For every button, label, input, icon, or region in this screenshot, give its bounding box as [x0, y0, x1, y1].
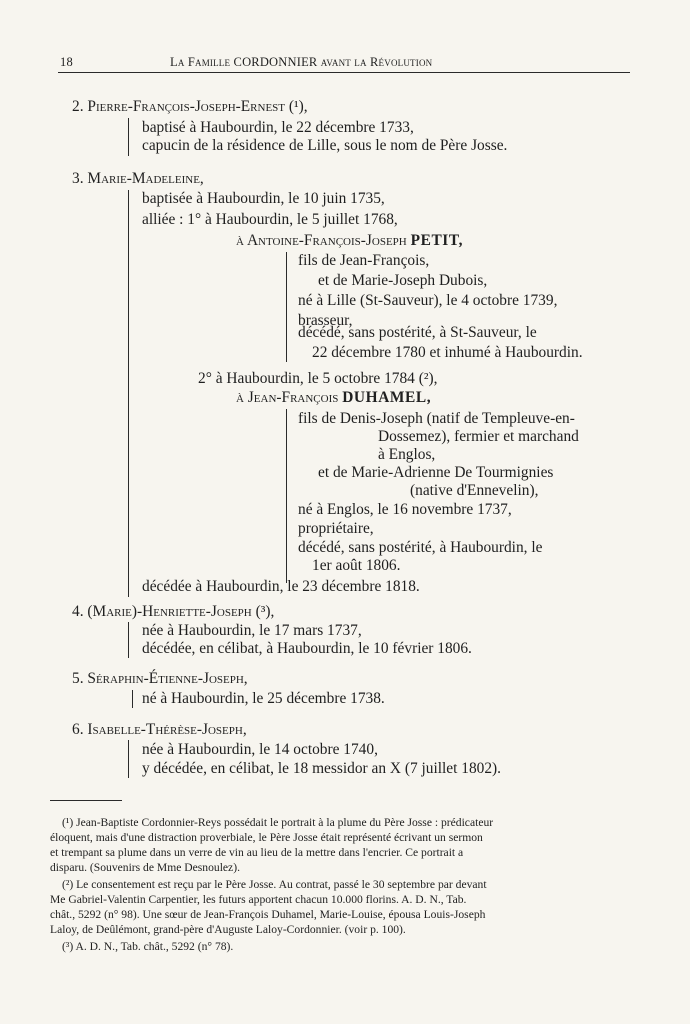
spouse-surname: PETIT,	[410, 232, 464, 249]
entry-line: née à Haubourdin, le 17 mars 1737,	[142, 622, 362, 639]
footnote-rule	[50, 800, 122, 801]
spouse-given-names: à Jean-François	[236, 389, 339, 406]
entry-line: né à Haubourdin, le 25 décembre 1738.	[142, 690, 385, 707]
entry-line: à Englos,	[378, 446, 436, 463]
spouse-given-names: à Antoine-François-Joseph	[236, 232, 407, 249]
footnote-line: (³) A. D. N., Tab. chât., 5292 (n° 78).	[62, 940, 234, 953]
footnote-line: disparu. (Souvenirs de Mme Desnoulez).	[50, 861, 240, 874]
entry-line: capucin de la résidence de Lille, sous le nom de Père Josse.	[142, 137, 508, 154]
entry-line: y décédée, en célibat, le 18 messidor an X (7 juillet 1802).	[142, 760, 501, 777]
header-rule	[58, 72, 630, 73]
footnote-line: Laloy, de Deûlémont, grand-père d'Auguste Laloy-Cordonnier. (voir p. 100).	[50, 923, 406, 936]
footnote-line: éloquent, mais d'une distraction proverbiale, le Père Josse était représenté écrivant un sermon	[50, 831, 483, 844]
bracket-bar	[128, 190, 129, 597]
entry-line: et de Marie-Joseph Dubois,	[318, 272, 488, 289]
bracket-bar	[128, 622, 129, 658]
footnote-line: (²) Le consentement est reçu par le Père Josse. Au contrat, passé le 30 septembre par devant	[62, 878, 487, 891]
entry-line: baptisée à Haubourdin, le 10 juin 1735,	[142, 190, 385, 207]
bracket-bar	[286, 252, 287, 362]
bracket-bar	[286, 409, 287, 583]
entry-line: 1er août 1806.	[312, 557, 401, 574]
bracket-bar	[128, 740, 129, 778]
footnote-line: Me Gabriel-Valentin Carpentier, les futurs apportent chacun 10.000 florins. A. D. N., Tab.	[50, 893, 467, 906]
entry-line: né à Lille (St-Sauveur), le 4 octobre 1739,	[298, 292, 558, 309]
entry-6-name: 6. Isabelle-Thérèse-Joseph,	[72, 721, 247, 738]
entry-line: décédé, sans postérité, à St-Sauveur, le	[298, 324, 537, 341]
second-marriage: 2° à Haubourdin, le 5 octobre 1784 (²),	[198, 370, 438, 387]
entry-line: et de Marie-Adrienne De Tourmignies	[318, 464, 554, 481]
bracket-bar	[132, 690, 133, 708]
entry-line: né à Englos, le 16 novembre 1737,	[298, 501, 512, 518]
bracket-bar	[128, 118, 129, 156]
entry-2-name: 2. Pierre-François-Joseph-Ernest (¹),	[72, 98, 308, 115]
entry-line: fils de Jean-François,	[298, 252, 430, 269]
page-number: 18	[60, 55, 73, 69]
entry-4-name: 4. (Marie)-Henriette-Joseph (³),	[72, 603, 275, 620]
entry-line: brasseur,	[298, 312, 353, 329]
entry-line: née à Haubourdin, le 14 octobre 1740,	[142, 741, 378, 758]
entry-line: décédé, sans postérité, à Haubourdin, le	[298, 539, 543, 556]
entry-line: 22 décembre 1780 et inhumé à Haubourdin.	[312, 344, 583, 361]
entry-line: fils de Denis-Joseph (natif de Templeuve-en-	[298, 410, 575, 427]
entry-line: propriétaire,	[298, 520, 374, 537]
entry-line: alliée : 1° à Haubourdin, le 5 juillet 1768,	[142, 211, 398, 228]
footnote-line: chât., 5292 (n° 98). Une sœur de Jean-François Duhamel, Marie-Louise, épousa Louis-Joseph	[50, 908, 486, 921]
entry-3-name: 3. Marie-Madeleine,	[72, 170, 204, 187]
running-title: La Famille CORDONNIER avant la Révolution	[170, 55, 433, 69]
death-line: décédée à Haubourdin, le 23 décembre 1818.	[142, 578, 420, 595]
spouse-heading	[236, 232, 463, 250]
spouse-heading	[236, 389, 431, 407]
entry-line: décédée, en célibat, à Haubourdin, le 10 février 1806.	[142, 640, 472, 657]
footnote-line: (¹) Jean-Baptiste Cordonnier-Reys possédait le portrait à la plume du Père Josse : prédicateur	[62, 816, 494, 829]
footnote-line: et trempant sa plume dans un verre de vin au lieu de la mettre dans l'encrier. Ce portrait a	[50, 846, 464, 859]
entry-5-name: 5. Séraphin-Étienne-Joseph,	[72, 670, 248, 687]
entry-line: baptisé à Haubourdin, le 22 décembre 1733,	[142, 119, 414, 136]
entry-line: Dossemez), fermier et marchand	[378, 428, 579, 445]
entry-line: (native d'Ennevelin),	[410, 482, 539, 499]
spouse-surname: DUHAMEL,	[342, 389, 432, 406]
